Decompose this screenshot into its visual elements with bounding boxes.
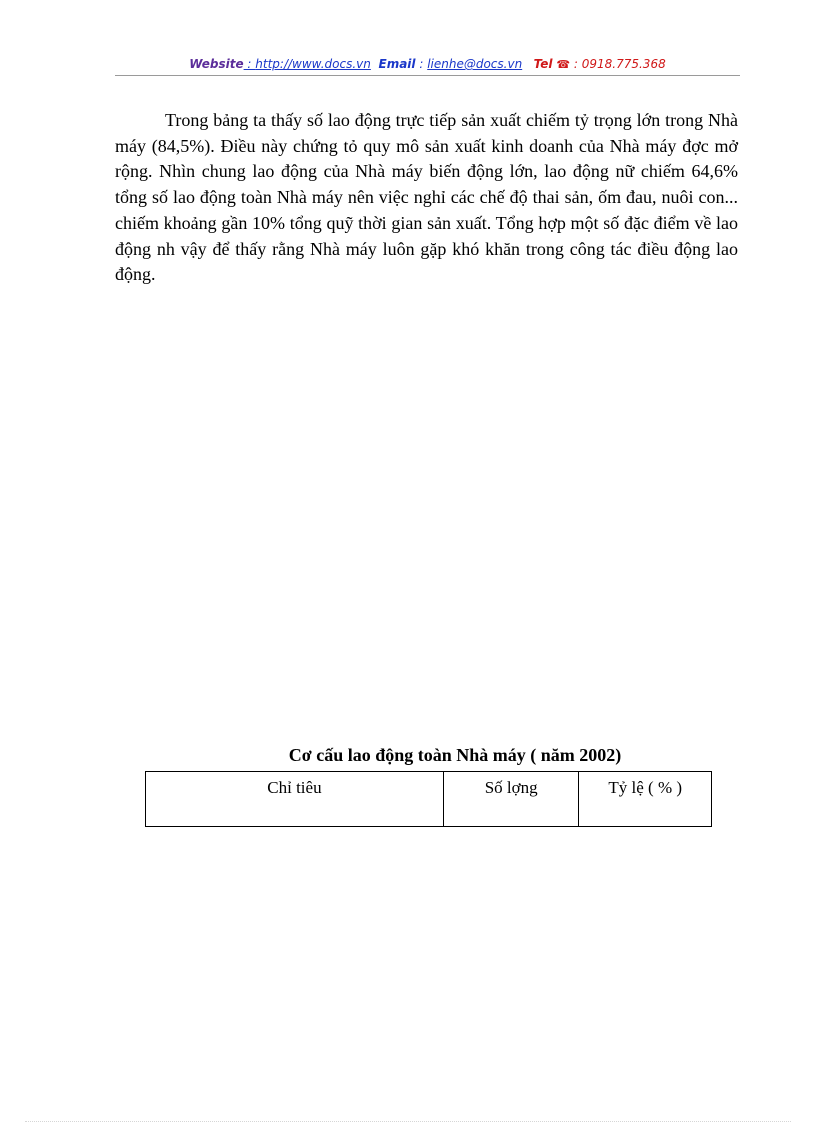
column-header-quantity: Số lợng (443, 772, 579, 827)
website-link[interactable]: http://www.docs.vn (255, 57, 371, 71)
labor-structure-table (145, 771, 712, 827)
tel-label: Tel (533, 57, 553, 71)
column-header-ratio: Tỷ lệ ( % ) (579, 772, 712, 827)
header-divider (115, 75, 740, 76)
email-separator: : (415, 57, 428, 71)
email-label: Email (378, 57, 416, 71)
body-paragraph: Trong bảng ta thấy số lao động trực tiếp sản xuất chiếm tỷ trọng lớn trong Nhà máy (84,5%). Điều này chứng tỏ quy mô sản xuất kinh doanh của Nhà máy đợc mở rộng. Nhìn chung lao động của Nhà máy biến động lớn, lao động nữ chiếm 64,6% tổng số lao động toàn Nhà máy nên việc nghỉ các chế độ thai sản, ốm đau, nuôi con... chiếm khoảng gần 10% tổng quỹ thời gian sản xuất. Tổng hợp một số đặc điểm về lao động nh vậy để thấy rằng Nhà máy luôn gặp khó khăn trong công tác điều động lao động. (115, 110, 738, 285)
website-separator: : (243, 57, 256, 71)
column-header-indicator: Chỉ tiêu (146, 772, 444, 827)
phone-separator: : (570, 57, 582, 71)
website-label: Website (189, 57, 244, 71)
phone-icon: ☎ (556, 58, 571, 71)
email-link[interactable]: lienhe@docs.vn (427, 57, 523, 71)
page-bottom-divider (25, 1121, 791, 1122)
table-header-row (146, 772, 712, 827)
phone-number: 0918.775.368 (581, 57, 666, 71)
table-title: Cơ cấu lao động toàn Nhà máy ( năm 2002) (288, 745, 622, 765)
page-header (115, 57, 740, 75)
